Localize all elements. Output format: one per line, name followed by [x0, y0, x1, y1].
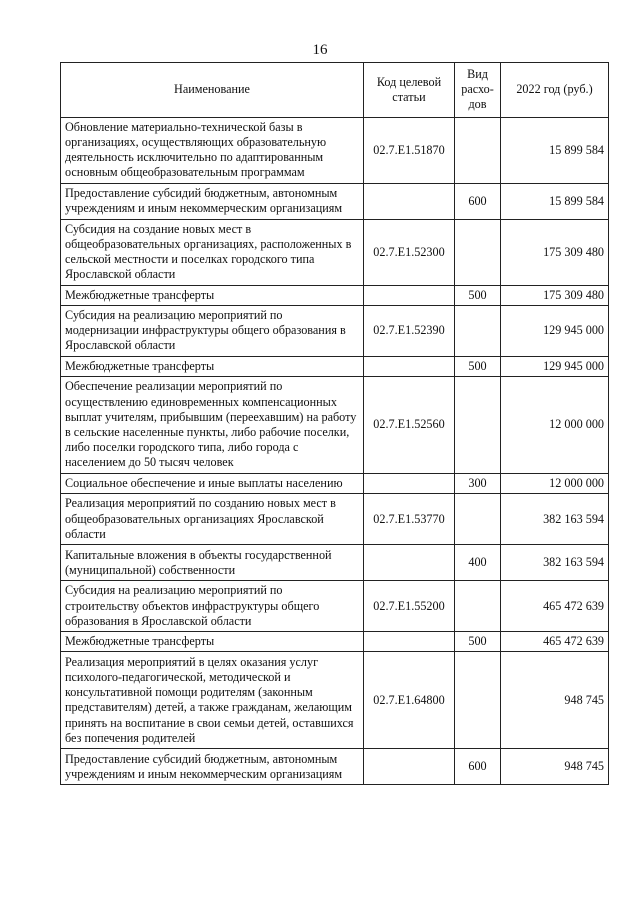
row-type-cell [455, 305, 501, 356]
row-code-cell: 02.7.E1.52390 [364, 305, 455, 356]
row-amount-cell: 465 472 639 [501, 581, 609, 632]
row-amount-cell: 465 472 639 [501, 632, 609, 652]
table-row [61, 377, 609, 474]
header-code: Код целевой статьи [364, 63, 455, 118]
row-type-cell: 500 [455, 632, 501, 652]
row-type-cell: 600 [455, 749, 501, 785]
header-type: Вид расхо-дов [455, 63, 501, 118]
row-code-cell [364, 545, 455, 581]
row-name-cell: Социальное обеспечение и иные выплаты населению [61, 474, 364, 494]
row-amount-cell: 15 899 584 [501, 183, 609, 219]
row-amount-cell: 129 945 000 [501, 305, 609, 356]
row-code-cell [364, 183, 455, 219]
row-code-cell [364, 474, 455, 494]
table-header [61, 63, 609, 118]
row-type-cell [455, 652, 501, 749]
row-code-cell [364, 356, 455, 376]
row-amount-cell: 175 309 480 [501, 285, 609, 305]
row-name-cell: Межбюджетные трансферты [61, 285, 364, 305]
row-name-cell: Реализация мероприятий в целях оказания услуг психолого-педагогической, методической и консультативной помощи родителям (законным представителям) детей, а также гражданам, желающим принять на воспитание в свои семьи детей, оставшихся без попечения родителей [61, 652, 364, 749]
table-row [61, 183, 609, 219]
row-type-cell: 300 [455, 474, 501, 494]
row-name-cell: Субсидия на реализацию мероприятий по модернизации инфраструктуры общего образования в Ярославской области [61, 305, 364, 356]
row-amount-cell: 948 745 [501, 749, 609, 785]
row-name-cell: Межбюджетные трансферты [61, 632, 364, 652]
row-code-cell: 02.7.E1.64800 [364, 652, 455, 749]
row-type-cell [455, 219, 501, 285]
page-number: 16 [312, 42, 328, 58]
row-amount-cell: 15 899 584 [501, 117, 609, 183]
row-type-cell [455, 494, 501, 545]
budget-table [60, 62, 609, 785]
row-amount-cell: 129 945 000 [501, 356, 609, 376]
row-type-cell: 500 [455, 356, 501, 376]
table-row [61, 285, 609, 305]
row-amount-cell: 948 745 [501, 652, 609, 749]
table-row [61, 219, 609, 285]
table-row [61, 581, 609, 632]
row-type-cell [455, 377, 501, 474]
row-code-cell [364, 632, 455, 652]
row-type-cell [455, 581, 501, 632]
row-amount-cell: 175 309 480 [501, 219, 609, 285]
row-code-cell: 02.7.E1.51870 [364, 117, 455, 183]
row-name-cell: Реализация мероприятий по созданию новых мест в общеобразовательных организациях Ярославской области [61, 494, 364, 545]
row-amount-cell: 382 163 594 [501, 494, 609, 545]
row-type-cell: 600 [455, 183, 501, 219]
header-name: Наименование [61, 63, 364, 118]
row-name-cell: Предоставление субсидий бюджетным, автономным учреждениям и иным некоммерческим организациям [61, 749, 364, 785]
table-body [61, 117, 609, 785]
table-row [61, 749, 609, 785]
row-amount-cell: 382 163 594 [501, 545, 609, 581]
row-name-cell: Предоставление субсидий бюджетным, автономным учреждениям и иным некоммерческим организациям [61, 183, 364, 219]
row-code-cell: 02.7.E1.55200 [364, 581, 455, 632]
row-name-cell: Субсидия на создание новых мест в общеобразовательных организациях, расположенных в сельской местности и поселках городского типа Ярославской области [61, 219, 364, 285]
row-type-cell: 500 [455, 285, 501, 305]
row-code-cell: 02.7.E1.52560 [364, 377, 455, 474]
table-row [61, 356, 609, 376]
row-type-cell [455, 117, 501, 183]
row-type-cell: 400 [455, 545, 501, 581]
table-row [61, 305, 609, 356]
row-amount-cell: 12 000 000 [501, 377, 609, 474]
table-row [61, 632, 609, 652]
row-code-cell: 02.7.E1.53770 [364, 494, 455, 545]
row-name-cell: Обновление материально-технической базы в организациях, осуществляющих образовательную деятельность исключительно по адаптированным основным общеобразовательным программам [61, 117, 364, 183]
row-name-cell: Субсидия на реализацию мероприятий по строительству объектов инфраструктуры общего образования в Ярославской области [61, 581, 364, 632]
header-amount: 2022 год (руб.) [501, 63, 609, 118]
row-amount-cell: 12 000 000 [501, 474, 609, 494]
row-code-cell [364, 285, 455, 305]
table-row [61, 474, 609, 494]
row-name-cell: Обеспечение реализации мероприятий по осуществлению единовременных компенсационных выплат учителям, прибывшим (переехавшим) на работу в сельские населенные пункты, либо рабочие поселки, либо поселки городского типа, либо города с населением до 50 тысяч человек [61, 377, 364, 474]
table-row [61, 652, 609, 749]
row-name-cell: Межбюджетные трансферты [61, 356, 364, 376]
table-row [61, 545, 609, 581]
row-code-cell [364, 749, 455, 785]
table-row [61, 494, 609, 545]
table-row [61, 117, 609, 183]
row-code-cell: 02.7.E1.52300 [364, 219, 455, 285]
row-name-cell: Капитальные вложения в объекты государственной (муниципальной) собственности [61, 545, 364, 581]
